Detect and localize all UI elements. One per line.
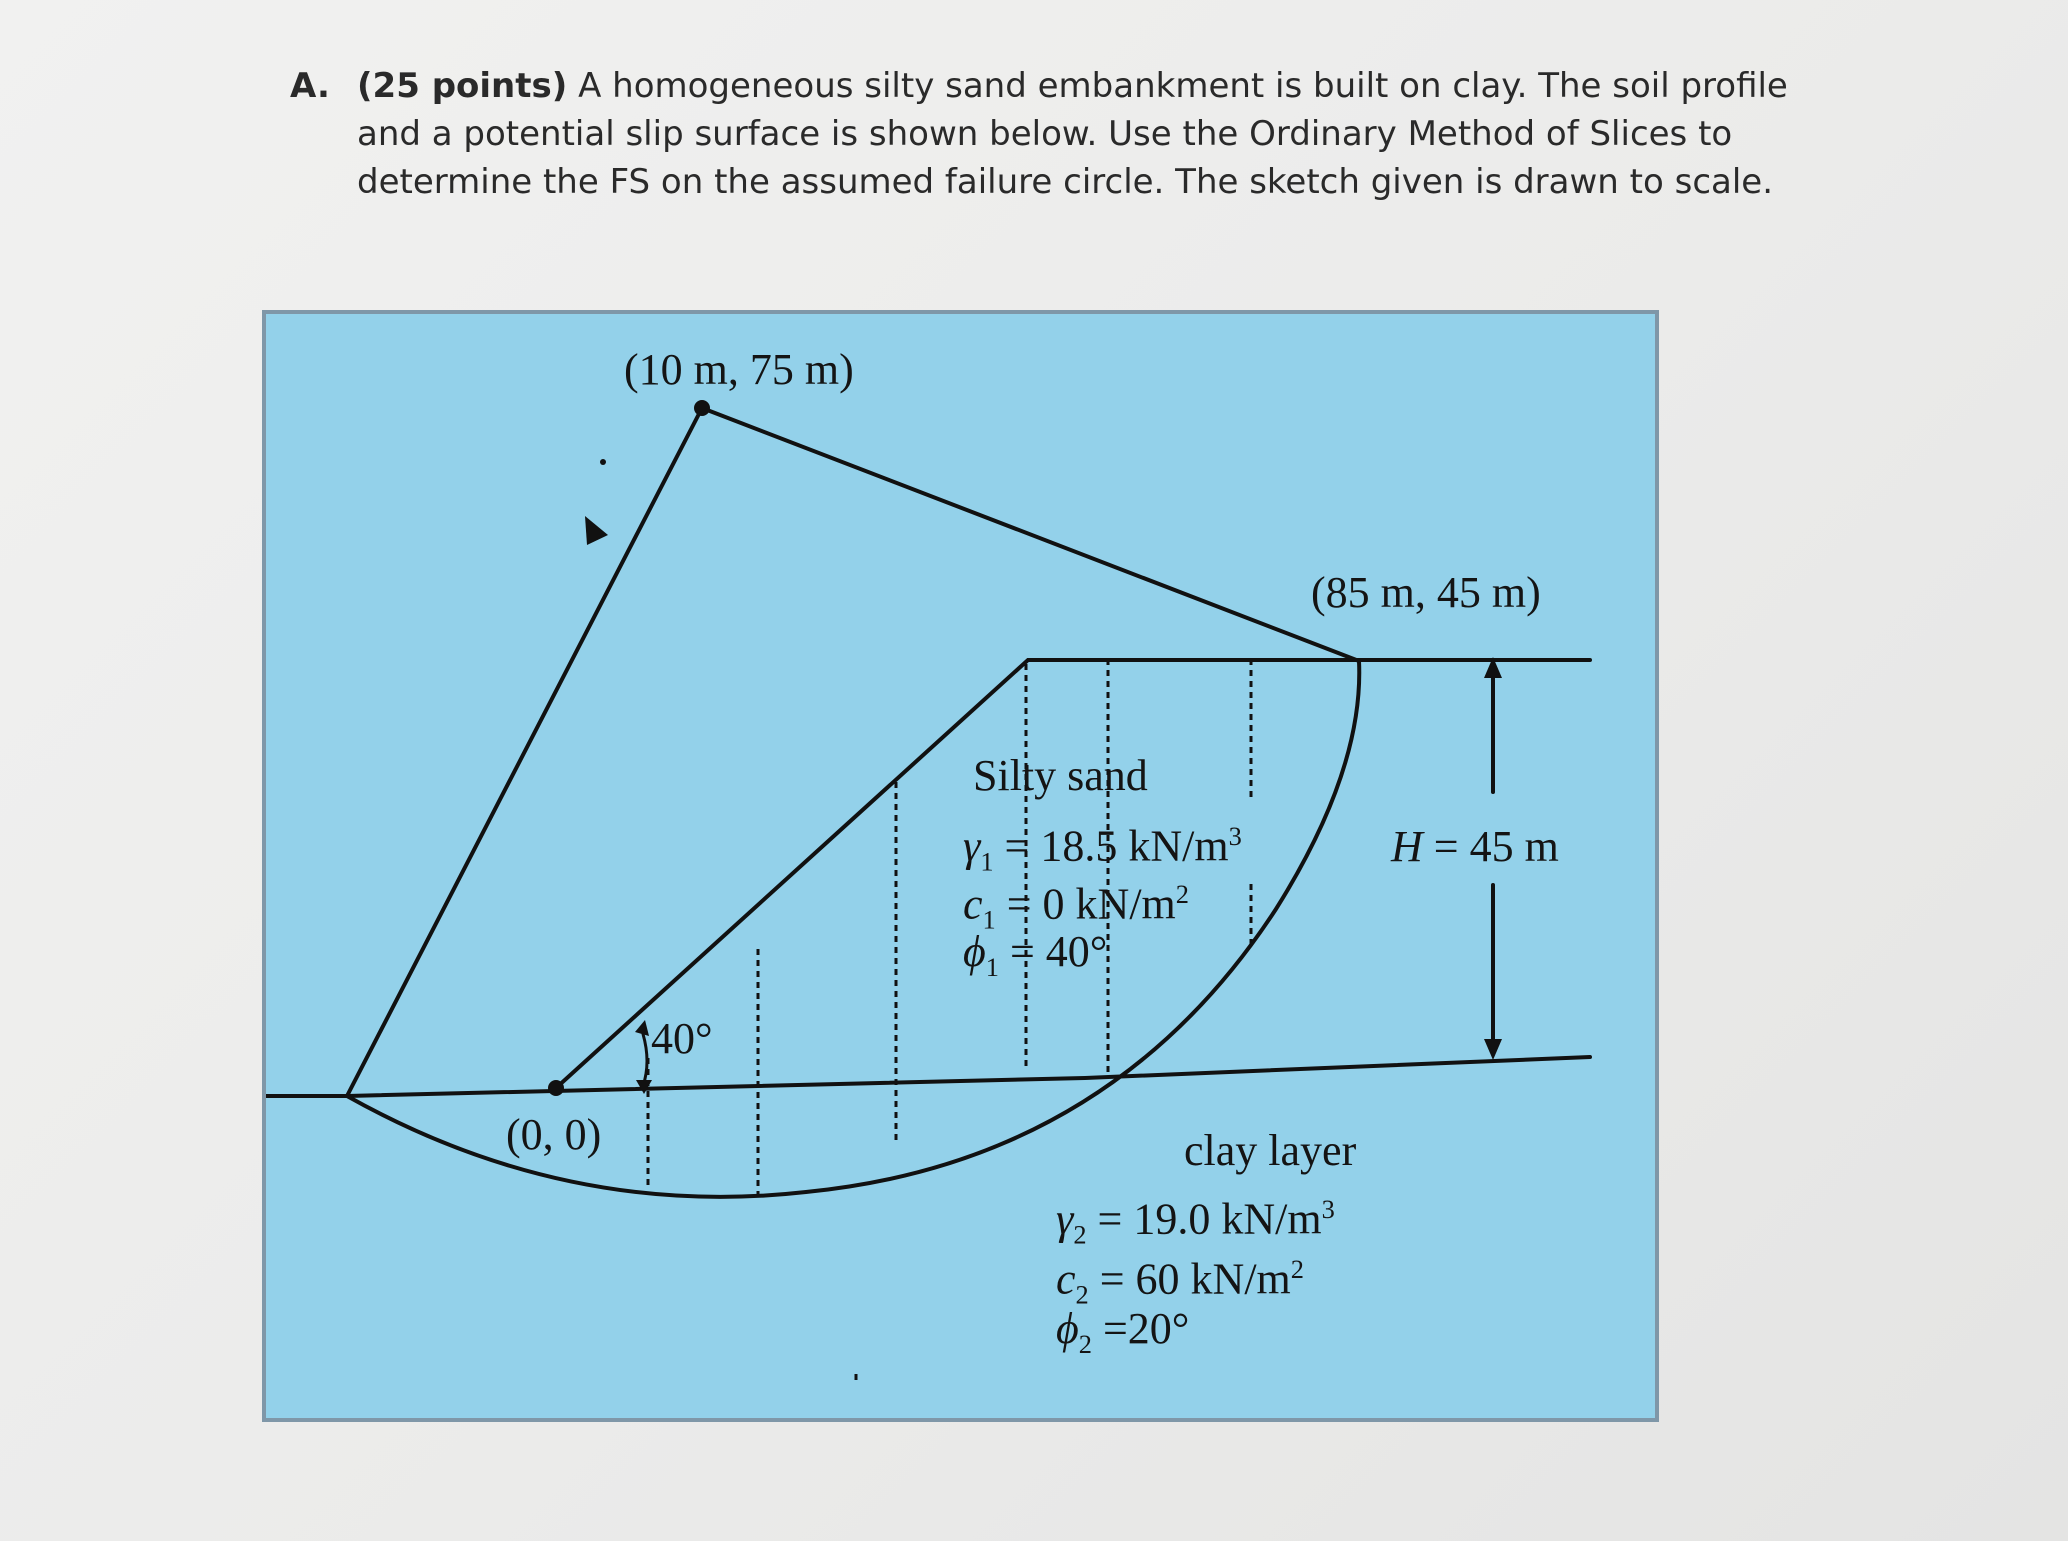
- circle-center-point: [694, 400, 710, 416]
- silty-sand-name: Silty sand: [973, 751, 1148, 800]
- stray-dot: [600, 459, 606, 465]
- radius-line-right: [702, 408, 1359, 661]
- clay-friction-angle: $\phi_2 =20^\circ$: [1056, 1304, 1190, 1359]
- clay-unit-weight: $\gamma_2 = 19.0$ $kN/m^3$: [1056, 1194, 1335, 1250]
- clay-layer-name: clay layer: [1184, 1126, 1357, 1175]
- silty-sand-cohesion: $c_1 = 0$ $kN/m^2$: [963, 879, 1189, 935]
- angle-arrow-icon: [635, 1020, 649, 1036]
- problem-points: (25 points): [357, 66, 568, 106]
- problem-body: [357, 62, 1850, 206]
- slope-diagram: [262, 310, 1659, 1422]
- crest-label: (85 m, 45 m): [1311, 568, 1541, 617]
- silty-sand-unit-weight: $\gamma_1 = 18.5$ $kN/m^3$: [963, 821, 1242, 877]
- origin-point: [548, 1080, 564, 1096]
- slope-angle-label: 40°: [651, 1014, 713, 1063]
- problem-text: A homogeneous silty sand embankment is built on clay. The soil profile and a potential slip surface is shown below. Use the Ordinary Method of Slices to determine the FS on the assumed failure circle. The sketch given is drawn to scale.: [357, 66, 1788, 202]
- slip-circle: [347, 661, 1359, 1197]
- problem-letter: A.: [290, 66, 330, 106]
- clay-cohesion: $c_2 = 60$ $kN/m^2$: [1056, 1254, 1304, 1310]
- problem-statement: [290, 62, 1850, 206]
- clay-surface: [347, 1057, 1590, 1096]
- angle-arc: [643, 1034, 647, 1086]
- cursor-icon: [585, 516, 608, 545]
- radius-line-left: [347, 408, 702, 1096]
- silty-sand-friction-angle: $\phi_1 = 40^\circ$: [963, 927, 1108, 982]
- center-label: (10 m, 75 m): [624, 345, 854, 394]
- height-label: H = 45 m: [1391, 822, 1559, 871]
- arrow-down-icon: [1484, 1039, 1502, 1060]
- origin-label: (0, 0): [506, 1110, 602, 1159]
